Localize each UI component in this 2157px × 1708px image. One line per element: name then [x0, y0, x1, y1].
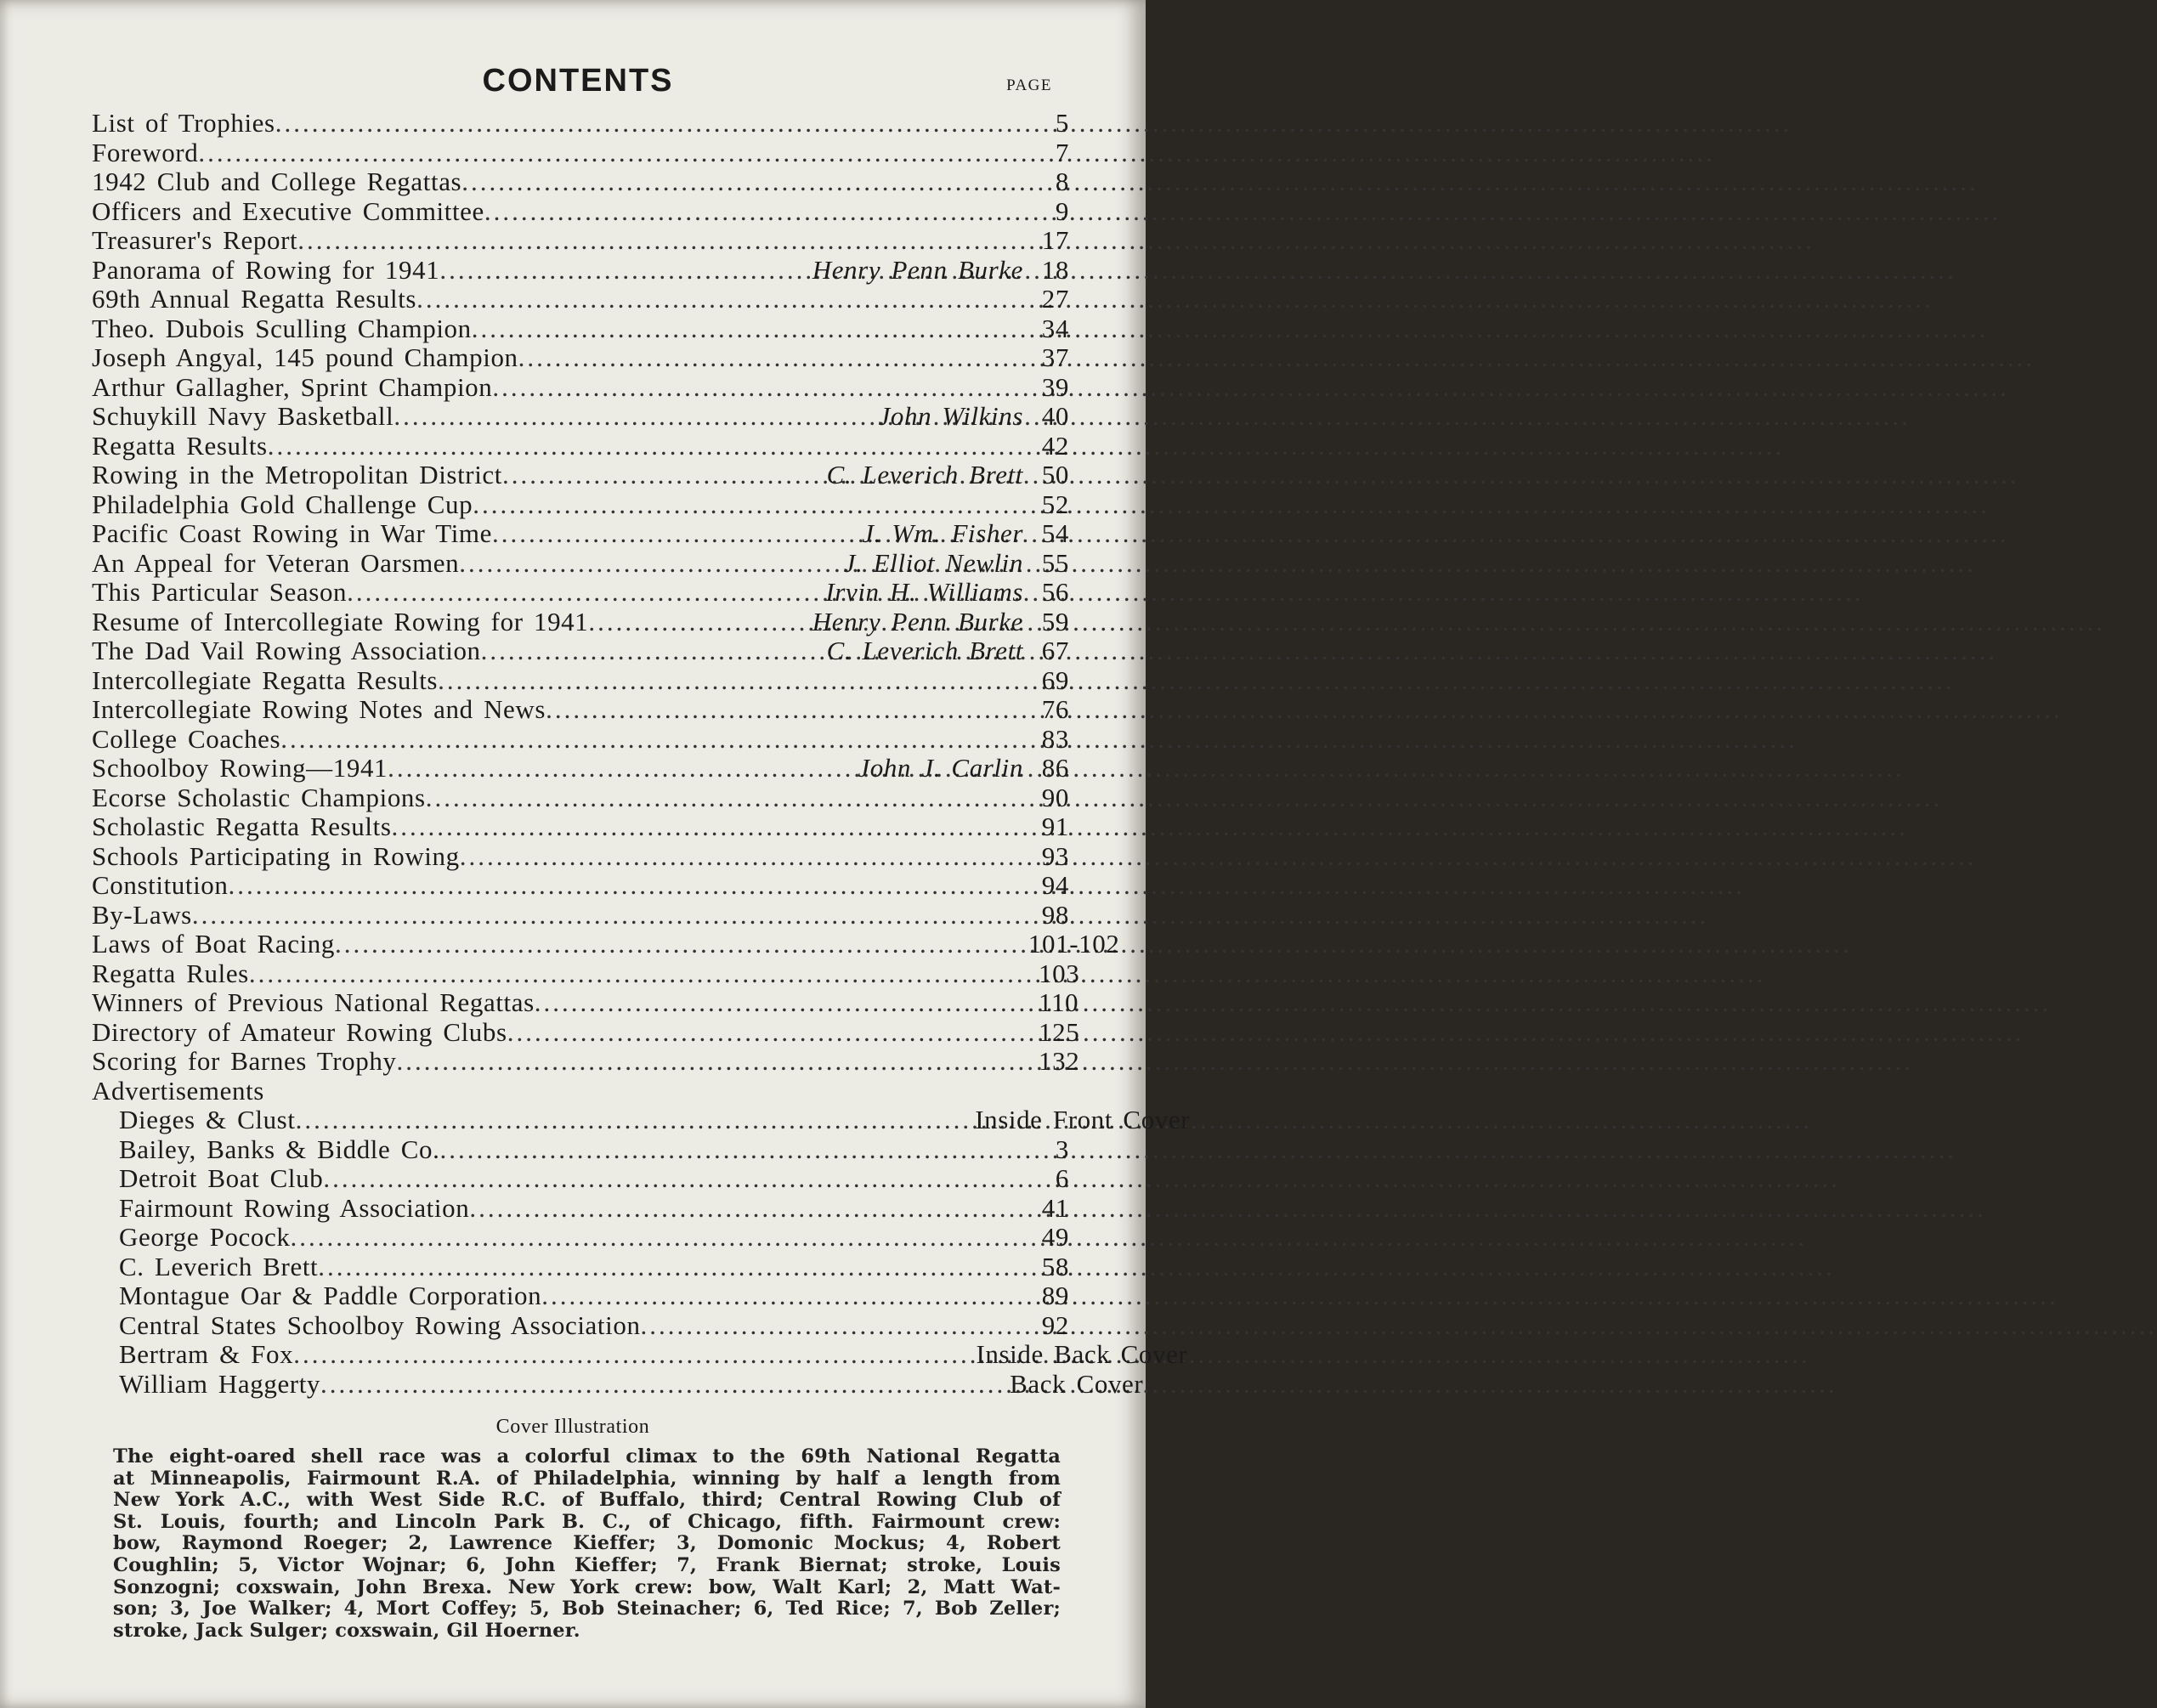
entry-page-number: 8 — [1055, 167, 1069, 196]
dot-leader — [472, 314, 1023, 344]
entry-author: Irvin H. Williams — [825, 577, 1023, 607]
entry-author: C. Leverich Brett — [826, 460, 1023, 489]
entry-page-number: 94 — [1041, 870, 1069, 900]
toc-entry — [92, 490, 1069, 520]
toc-entry — [92, 343, 1069, 373]
toc-entry — [92, 754, 1069, 783]
toc-entry — [92, 958, 1080, 989]
entry-page-number: 50 — [1041, 460, 1069, 489]
entry-page-number: 89 — [1041, 1281, 1069, 1310]
entry-page-number: 9 — [1055, 195, 1069, 226]
entry-title: Directory of Amateur Rowing Clubs — [92, 1016, 507, 1047]
cover-illustration-caption — [113, 1446, 1061, 1642]
entry-title: Officers and Executive Committee — [92, 195, 484, 226]
toc-entry — [92, 167, 1069, 197]
toc-entry — [92, 1016, 1080, 1048]
entry-title: Arthur Gallagher, Sprint Champion — [92, 371, 493, 402]
entry-page-number: 110 — [1039, 987, 1079, 1017]
entry-title: George Pocock — [119, 1222, 291, 1252]
dot-leader — [473, 490, 1023, 520]
caption-line: Sonzogni; coxswain, John Brexa. New York crew: bow, Walt Karl; 2, Matt Wat- — [113, 1575, 1061, 1598]
entry-page-number: 40 — [1041, 401, 1069, 431]
toc-entry — [92, 461, 1069, 490]
entry-title: Intercollegiate Rowing Notes and News — [92, 694, 546, 724]
advertisements-heading — [92, 1077, 1069, 1106]
entry-page-number: 125 — [1039, 1016, 1080, 1047]
entry-title: Treasurer's Report — [92, 225, 298, 255]
toc-entry — [92, 373, 1069, 403]
toc-entry — [92, 725, 1069, 755]
dot-leader — [459, 549, 841, 579]
dot-leader — [249, 959, 1023, 989]
entry-page-number: 132 — [1039, 1046, 1080, 1076]
advertisement-entry — [92, 1194, 1069, 1224]
advertisement-entry — [92, 1105, 1191, 1135]
toc-entry — [92, 783, 1069, 813]
dot-leader — [320, 1370, 994, 1400]
toc-entry — [92, 109, 1069, 139]
dot-leader — [469, 1194, 1023, 1224]
entry-page-number: 49 — [1041, 1222, 1069, 1252]
entry-page-number: 83 — [1041, 723, 1069, 754]
dot-leader — [492, 519, 860, 549]
entry-title: Intercollegiate Regatta Results — [92, 665, 439, 695]
entry-page-number: 59 — [1041, 606, 1069, 636]
entry-page-number: 54 — [1041, 518, 1069, 548]
page-title: CONTENTS — [482, 63, 674, 99]
entry-title: C. Leverich Brett — [119, 1251, 319, 1281]
advertisement-entry — [92, 1223, 1069, 1253]
toc-entry — [92, 871, 1069, 901]
dot-leader — [535, 988, 1023, 1018]
entry-page-number: 98 — [1041, 899, 1069, 930]
entry-title: 1942 Club and College Regattas — [92, 167, 462, 196]
advertisement-entry — [92, 1135, 1069, 1165]
entry-page-number: 55 — [1041, 547, 1069, 578]
toc-entry — [92, 139, 1069, 168]
advertisement-entry — [92, 1253, 1069, 1282]
entry-title: Detroit Boat Club — [119, 1163, 324, 1193]
caption-line: bow, Raymond Roeger; 2, Lawrence Kieffer; 3, Domonic Mockus; 4, Robert — [113, 1532, 1061, 1555]
toc-entry — [92, 812, 1069, 842]
toc-entry — [92, 226, 1069, 256]
contents-list — [92, 108, 1191, 1399]
entry-page-number: 91 — [1041, 812, 1069, 841]
entry-title: Bertram & Fox — [119, 1339, 294, 1369]
dot-leader — [397, 1047, 1023, 1077]
entry-page-number: 41 — [1041, 1192, 1069, 1223]
entry-page-number: 58 — [1041, 1251, 1069, 1281]
entry-author: Henry Penn Burke — [812, 254, 1023, 285]
entry-page-number: 101-102 — [1028, 929, 1120, 959]
entry-title: Scoring for Barnes Trophy — [92, 1046, 397, 1076]
dot-leader — [335, 930, 1013, 959]
dot-leader — [392, 812, 1024, 842]
entry-title: Winners of Previous National Regattas — [92, 987, 535, 1017]
entry-page-number: 76 — [1041, 694, 1069, 724]
dot-leader — [438, 666, 1023, 696]
entry-page-number: 67 — [1041, 636, 1069, 665]
dot-leader — [229, 871, 1023, 901]
caption-line: son; 3, Joe Walker; 4, Mort Coffey; 5, Bob Steinacher; 6, Ted Rice; 7, Bob Zeller; — [113, 1598, 1061, 1620]
entry-page-number: Inside Back Cover — [976, 1339, 1188, 1369]
entry-title: Schuykill Navy Basketball — [92, 401, 394, 431]
entry-page-number: 103 — [1039, 958, 1080, 988]
entry-title: Central States Schoolboy Rowing Association — [119, 1309, 641, 1340]
entry-title: Philadelphia Gold Challenge Cup — [92, 489, 473, 519]
entry-title: Dieges & Clust — [119, 1105, 296, 1134]
dot-leader — [546, 695, 1023, 725]
caption-line: Coughlin; 5, Victor Wojnar; 6, John Kieffer; 7, Frank Biernat; stroke, Louis — [113, 1553, 1061, 1576]
entry-title: Resume of Intercollegiate Rowing for 1941 — [92, 606, 589, 636]
entry-page-number: Back Cover — [1010, 1368, 1144, 1399]
entry-title: An Appeal for Veteran Oarsmen — [92, 547, 460, 578]
dot-leader — [280, 725, 1023, 755]
entry-title: Joseph Angyal, 145 pound Champion — [92, 342, 518, 372]
dot-leader — [481, 636, 825, 666]
dot-leader — [296, 1106, 960, 1135]
caption-line: at Minneapolis, Fairmount R.A. of Philadelphia, winning by half a length from — [113, 1467, 1061, 1490]
dot-leader — [460, 842, 1023, 872]
dot-leader — [439, 1135, 1023, 1165]
entry-page-number: 39 — [1041, 371, 1069, 402]
dot-leader — [484, 197, 1023, 227]
entry-title: Foreword — [92, 137, 199, 167]
toc-entry — [92, 842, 1069, 872]
toc-entry — [92, 666, 1069, 696]
entry-title: Rowing in the Metropolitan District — [92, 460, 503, 489]
entry-page-number: 69 — [1041, 665, 1069, 695]
dot-leader — [347, 578, 824, 608]
entry-title: William Haggerty — [119, 1368, 321, 1399]
dot-leader — [416, 285, 1023, 314]
entry-page-number: Inside Front Cover — [975, 1105, 1191, 1134]
entry-title: Schools Participating in Rowing — [92, 840, 460, 871]
entry-title: Pacific Coast Rowing in War Time — [92, 518, 492, 548]
toc-entry — [92, 608, 1069, 637]
entry-title: Constitution — [92, 870, 229, 900]
entry-author: John J. Carlin — [858, 753, 1023, 783]
entry-page-number: 7 — [1055, 137, 1069, 167]
toc-entry — [92, 519, 1069, 549]
entry-page-number: 92 — [1041, 1309, 1069, 1340]
dot-leader — [293, 1340, 960, 1370]
entry-page-number: 34 — [1041, 313, 1069, 343]
advertisement-entry — [92, 1368, 1144, 1400]
entry-author: C. Leverich Brett — [826, 636, 1023, 665]
dot-leader — [588, 608, 810, 637]
dot-leader — [275, 109, 1023, 139]
toc-entry — [92, 901, 1069, 930]
advertisement-entry — [92, 1311, 1069, 1341]
advertisement-entry — [92, 1281, 1069, 1311]
dot-leader — [492, 373, 1023, 403]
entry-page-number: 56 — [1041, 577, 1069, 607]
entry-title: List of Trophies — [92, 108, 275, 138]
dot-leader — [268, 432, 1023, 461]
entry-page-number: 37 — [1041, 342, 1069, 372]
toc-entry — [92, 285, 1069, 314]
entry-title: Advertisements — [92, 1075, 264, 1106]
toc-entry — [92, 695, 1069, 725]
dot-leader — [518, 343, 1023, 373]
entry-title: Scholastic Regatta Results — [92, 812, 392, 841]
entry-title: Panorama of Rowing for 1941 — [92, 254, 440, 285]
dot-leader — [388, 754, 856, 783]
advertisement-entry — [92, 1164, 1069, 1194]
toc-entry — [92, 1046, 1080, 1077]
entry-title: Schoolboy Rowing—1941 — [92, 753, 388, 783]
entry-author: J. Wm. Fisher — [862, 518, 1023, 548]
dot-leader — [323, 1164, 1023, 1194]
toc-entry — [92, 987, 1079, 1018]
entry-title: 69th Annual Regatta Results — [92, 284, 417, 314]
entry-page-number: 18 — [1041, 254, 1069, 285]
dot-leader — [641, 1311, 1023, 1341]
entry-title: Bailey, Banks & Biddle Co. — [119, 1134, 440, 1164]
entry-page-number: 5 — [1055, 108, 1069, 138]
entry-author: John Wilkins — [878, 401, 1023, 431]
dot-leader — [198, 139, 1023, 168]
dot-leader — [192, 901, 1023, 930]
dot-leader — [297, 226, 1023, 256]
dot-leader — [318, 1253, 1023, 1282]
entry-page-number: 17 — [1041, 225, 1069, 255]
caption-line: St. Louis, fourth; and Lincoln Park B. C., of Chicago, fifth. Fairmount crew: — [113, 1510, 1061, 1533]
dot-leader — [507, 1018, 1023, 1048]
entry-title: By-Laws — [92, 899, 192, 930]
entry-page-number: 93 — [1041, 840, 1069, 871]
entry-title: Regatta Rules — [92, 958, 249, 988]
dot-leader — [426, 783, 1023, 813]
dot-leader — [461, 167, 1023, 197]
entry-author: Henry Penn Burke — [812, 606, 1023, 636]
toc-entry — [92, 256, 1069, 286]
toc-entry — [92, 432, 1069, 461]
dot-leader — [290, 1223, 1023, 1253]
dot-leader — [393, 402, 876, 432]
entry-title: Ecorse Scholastic Champions — [92, 782, 426, 812]
entry-page-number: 42 — [1041, 430, 1069, 461]
toc-entry — [92, 929, 1120, 959]
entry-page-number: 86 — [1041, 753, 1069, 783]
entry-title: Regatta Results — [92, 430, 268, 461]
toc-entry — [92, 402, 1069, 432]
entry-page-number: 27 — [1041, 284, 1069, 314]
toc-entry — [92, 549, 1069, 579]
toc-entry — [92, 197, 1069, 227]
entry-title: College Coaches — [92, 723, 281, 754]
entry-title: Laws of Boat Racing — [92, 929, 335, 959]
entry-page-number: 90 — [1041, 782, 1069, 812]
caption-line: stroke, Jack Sulger; coxswain, Gil Hoerner. — [113, 1619, 580, 1642]
entry-title: This Particular Season — [92, 577, 348, 607]
caption-line: New York A.C., with West Side R.C. of Buffalo, third; Central Rowing Club of — [113, 1489, 1061, 1512]
page-column-label: PAGE — [1006, 76, 1052, 94]
entry-page-number: 6 — [1055, 1163, 1069, 1193]
cover-illustration-title: Cover Illustration — [495, 1416, 650, 1438]
entry-author: J. Elliot Newlin — [843, 547, 1023, 578]
dot-leader — [541, 1281, 1023, 1311]
entry-title: Theo. Dubois Sculling Champion — [92, 313, 472, 343]
caption-line: The eight-oared shell race was a colorful climax to the 69th National Regatta — [113, 1445, 1061, 1468]
entry-page-number: 52 — [1041, 489, 1069, 519]
dot-leader — [439, 256, 810, 286]
dot-leader — [502, 461, 825, 490]
entry-title: The Dad Vail Rowing Association — [92, 636, 481, 665]
advertisement-entry — [92, 1339, 1188, 1370]
entry-title: Montague Oar & Paddle Corporation — [119, 1281, 542, 1310]
entry-title: Fairmount Rowing Association — [119, 1192, 470, 1223]
toc-entry — [92, 578, 1069, 608]
entry-page-number: 3 — [1055, 1134, 1069, 1164]
toc-entry — [92, 314, 1069, 344]
toc-entry — [92, 636, 1069, 666]
